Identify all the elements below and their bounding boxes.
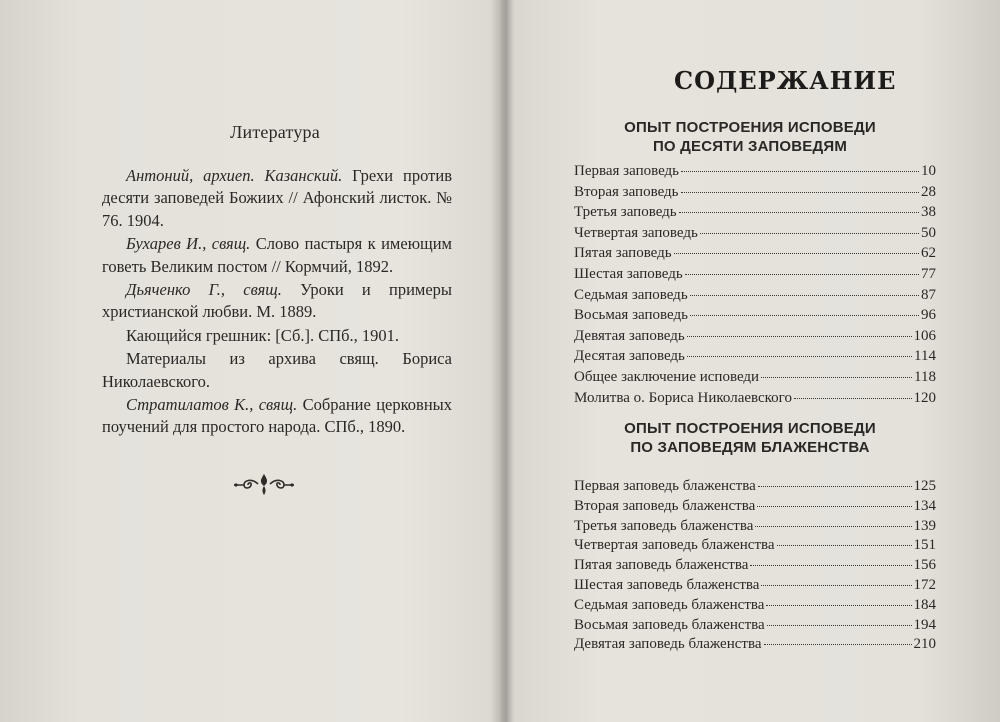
bibliography-heading: Литература [230, 122, 320, 142]
bibliography-entry [102, 348, 452, 393]
toc-page-number: 96 [921, 307, 936, 324]
section-heading-line: ОПЫТ ПОСТРОЕНИЯ ИСПОВЕДИ [624, 420, 876, 437]
toc-section-heading [560, 118, 940, 156]
toc-entry[interactable] [574, 617, 936, 637]
toc-page-number: 151 [913, 537, 936, 554]
bibliography-entry [102, 394, 452, 439]
toc-entry[interactable] [574, 307, 936, 328]
toc-page-number: 10 [921, 163, 936, 179]
toc-entry[interactable] [574, 348, 936, 369]
bibliography-list [102, 165, 452, 440]
toc-entry[interactable] [574, 498, 936, 518]
toc-entry-label: Девятая заповедь блаженства [574, 636, 762, 653]
toc-entry[interactable] [574, 557, 936, 577]
toc-entry-label: Десятая заповедь [574, 348, 685, 365]
toc-entry[interactable] [574, 597, 936, 617]
toc-page-number: 125 [913, 478, 936, 494]
toc-entry-label: Шестая заповедь [574, 265, 683, 282]
toc-entry[interactable] [574, 184, 936, 205]
toc-list [574, 163, 936, 410]
toc-entry-label: Седьмая заповедь [574, 286, 688, 303]
toc-page-number: 210 [913, 636, 936, 653]
toc-entry[interactable] [574, 204, 936, 225]
toc-entry[interactable] [574, 163, 936, 184]
toc-entry-label: Восьмая заповедь [574, 307, 688, 324]
toc-page-number: 184 [913, 596, 936, 613]
bibliography-entry [102, 233, 452, 278]
toc-entry-label: Шестая заповедь блаженства [574, 576, 760, 593]
toc-entry-label: Пятая заповедь блаженства [574, 557, 749, 574]
toc-entry-label: Общее заключение исповеди [574, 368, 760, 385]
entry-author: Антоний, архиеп. Казанский. [126, 166, 343, 185]
toc-page-number: 87 [921, 286, 936, 303]
toc-entry-label: Первая заповедь блаженства [574, 478, 756, 494]
toc-page-number: 139 [913, 517, 936, 534]
toc-title: СОДЕРЖАНИЕ [674, 66, 897, 95]
toc-page-number: 194 [913, 616, 936, 633]
toc-entry[interactable] [574, 636, 936, 656]
entry-author: Стратилатов К., свящ. [126, 395, 298, 415]
toc-page-number: 134 [913, 497, 936, 514]
toc-page-number: 120 [913, 389, 936, 406]
toc-page-number: 77 [921, 265, 936, 282]
toc-page-number: 114 [914, 348, 936, 365]
toc-entry[interactable] [574, 225, 936, 246]
toc-entry[interactable] [574, 245, 936, 266]
entry-text: Грехи против десяти заповедей Божиих // Афонский листок. № 76. 1904. [102, 166, 452, 230]
toc-entry[interactable] [574, 537, 936, 557]
toc-entry-label: Третья заповедь [574, 204, 677, 221]
section-heading-line: ПО ДЕСЯТИ ЗАПОВЕДЯМ [652, 138, 848, 155]
toc-entry[interactable] [574, 390, 936, 411]
bibliography-entry [102, 165, 452, 232]
ornament-icon [232, 470, 296, 498]
section-heading-line: ПО ЗАПОВЕДЯМ БЛАЖЕНСТВА [630, 439, 870, 456]
toc-entry-label: Восьмая заповедь блаженства [574, 616, 765, 633]
toc-entry-label: Третья заповедь блаженства [574, 517, 754, 534]
toc-entry-label: Вторая заповедь [574, 183, 679, 200]
toc-entry-label: Первая заповедь [574, 163, 680, 179]
toc-page-number: 118 [914, 368, 936, 385]
toc-page-number: 106 [913, 327, 936, 344]
toc-entry-label: Вторая заповедь блаженства [574, 497, 756, 514]
toc-entry[interactable] [574, 287, 936, 308]
toc-list [574, 478, 936, 656]
entry-author: Дьяченко Г., свящ. [126, 280, 282, 300]
toc-entry-label: Пятая заповедь [574, 245, 672, 262]
toc-entry[interactable] [574, 369, 936, 390]
toc-page-number: 38 [921, 204, 936, 221]
entry-text: Уроки и примеры христианской любви. М. 1889. [102, 280, 453, 322]
toc-entry-label: Девятая заповедь [574, 327, 685, 344]
toc-entry[interactable] [574, 266, 936, 287]
toc-entry-label: Седьмая заповедь блаженства [574, 596, 765, 613]
entry-text: Материалы из архива свящ. Бориса Николаевского. [102, 349, 452, 391]
toc-page-number: 172 [913, 576, 936, 593]
section-heading-line: ОПЫТ ПОСТРОЕНИЯ ИСПОВЕДИ [624, 119, 876, 136]
bibliography-entry [102, 279, 452, 324]
toc-entry[interactable] [574, 328, 936, 349]
entry-author: Бухарев И., свящ. [126, 234, 251, 254]
entry-text: Слово пастыря к имеющим говеть Великим постом // Кормчий, 1892. [102, 234, 452, 276]
toc-page-number: 62 [921, 245, 936, 262]
toc-section-heading [560, 419, 940, 457]
toc-page-number: 28 [921, 183, 936, 200]
toc-entry-label: Четвертая заповедь блаженства [574, 537, 775, 554]
toc-entry[interactable] [574, 577, 936, 597]
entry-text: Кающийся грешник: [Сб.]. СПб., 1901. [126, 325, 400, 345]
toc-entry[interactable] [574, 478, 936, 498]
toc-page-number: 50 [921, 224, 936, 241]
toc-page-number: 156 [913, 557, 936, 574]
bibliography-entry [102, 325, 452, 347]
toc-entry-label: Четвертая заповедь [574, 224, 698, 241]
entry-text: Собрание церковных поучений для простого народа. СПб., 1890. [102, 395, 452, 437]
toc-entry[interactable] [574, 518, 936, 538]
toc-entry-label: Молитва о. Бориса Николаевского [574, 389, 792, 406]
